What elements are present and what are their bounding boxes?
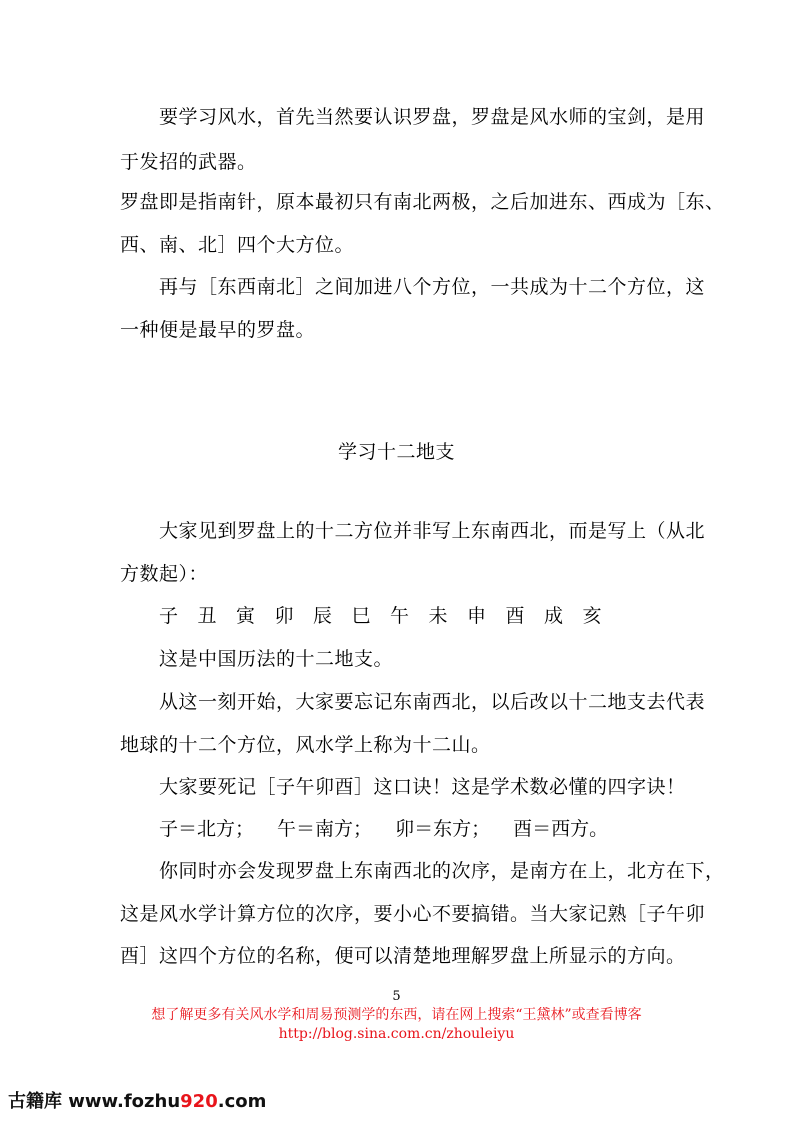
branch-item: 未 xyxy=(428,605,448,627)
watermark-suffix: .com xyxy=(217,1091,267,1112)
section-1-line-2: 方数起）： xyxy=(120,563,209,585)
section-1-line-1: 大家见到罗盘上的十二方位并非写上东南西北，而是写上（从北 xyxy=(159,520,706,542)
watermark-prefix: 古籍库 www.fozhu xyxy=(8,1091,181,1112)
section-5-line-3: 酉］这四个方位的名称，便可以清楚地理解罗盘上所显示的方向。 xyxy=(120,945,686,967)
direction-item: 卯＝东方； xyxy=(395,818,491,840)
direction-item: 子＝北方； xyxy=(159,818,255,840)
section-3-line-2: 地球的十二个方位，风水学上称为十二山。 xyxy=(120,734,491,756)
direction-item: 午＝南方； xyxy=(277,818,373,840)
branch-item: 丑 xyxy=(197,605,217,627)
paragraph-1-line-1: 要学习风水，首先当然要认识罗盘，罗盘是风水师的宝剑，是用 xyxy=(159,106,706,128)
branch-item: 子 xyxy=(159,605,179,627)
footer-blog-link[interactable]: http://blog.sina.com.cn/zhouleiyu xyxy=(278,1026,515,1042)
watermark-accent: 920 xyxy=(180,1091,218,1112)
section-3-line-1: 从这一刻开始，大家要忘记东南西北，以后改以十二地支去代表 xyxy=(159,691,706,713)
paragraph-3-line-2: 一种便是最早的罗盘。 xyxy=(120,319,316,341)
branch-item: 辰 xyxy=(313,605,333,627)
branch-item: 巳 xyxy=(351,605,371,627)
paragraph-1-line-2: 于发招的武器。 xyxy=(120,151,257,173)
paragraph-2-line-1: 罗盘即是指南针，原本最初只有南北两极，之后加进东、西成为［东、 xyxy=(120,191,725,213)
section-5-line-1: 你同时亦会发现罗盘上东南西北的次序，是南方在上，北方在下， xyxy=(159,860,725,882)
branch-item: 午 xyxy=(390,605,410,627)
section-4: 大家要死记［子午卯酉］这口诀！这是学术数必懂的四字诀！ xyxy=(159,776,686,798)
paragraph-3-line-1: 再与［东西南北］之间加进八个方位，一共成为十二个方位，这 xyxy=(159,276,706,298)
branch-item: 寅 xyxy=(236,605,256,627)
section-5-line-2: 这是风水学计算方位的次序，要小心不要搞错。当大家记熟［子午卯 xyxy=(120,903,706,925)
page-number: 5 xyxy=(392,989,401,1004)
branch-item: 成 xyxy=(544,605,564,627)
branch-item: 申 xyxy=(467,605,487,627)
branch-item: 亥 xyxy=(582,605,602,627)
direction-item: 酉＝西方。 xyxy=(513,818,609,840)
paragraph-2-line-2: 西、南、北］四个大方位。 xyxy=(120,234,355,256)
footer-note: 想了解更多有关风水学和周易预测学的东西，请在网上搜索“王黛林”或查看博客 xyxy=(151,1007,642,1023)
section-2: 这是中国历法的十二地支。 xyxy=(159,648,394,670)
direction-mapping xyxy=(159,817,608,841)
branch-item: 卯 xyxy=(274,605,294,627)
branch-item: 酉 xyxy=(505,605,525,627)
site-watermark xyxy=(8,1090,266,1114)
earthly-branches-list xyxy=(159,604,621,628)
section-heading: 学习十二地支 xyxy=(337,441,455,463)
